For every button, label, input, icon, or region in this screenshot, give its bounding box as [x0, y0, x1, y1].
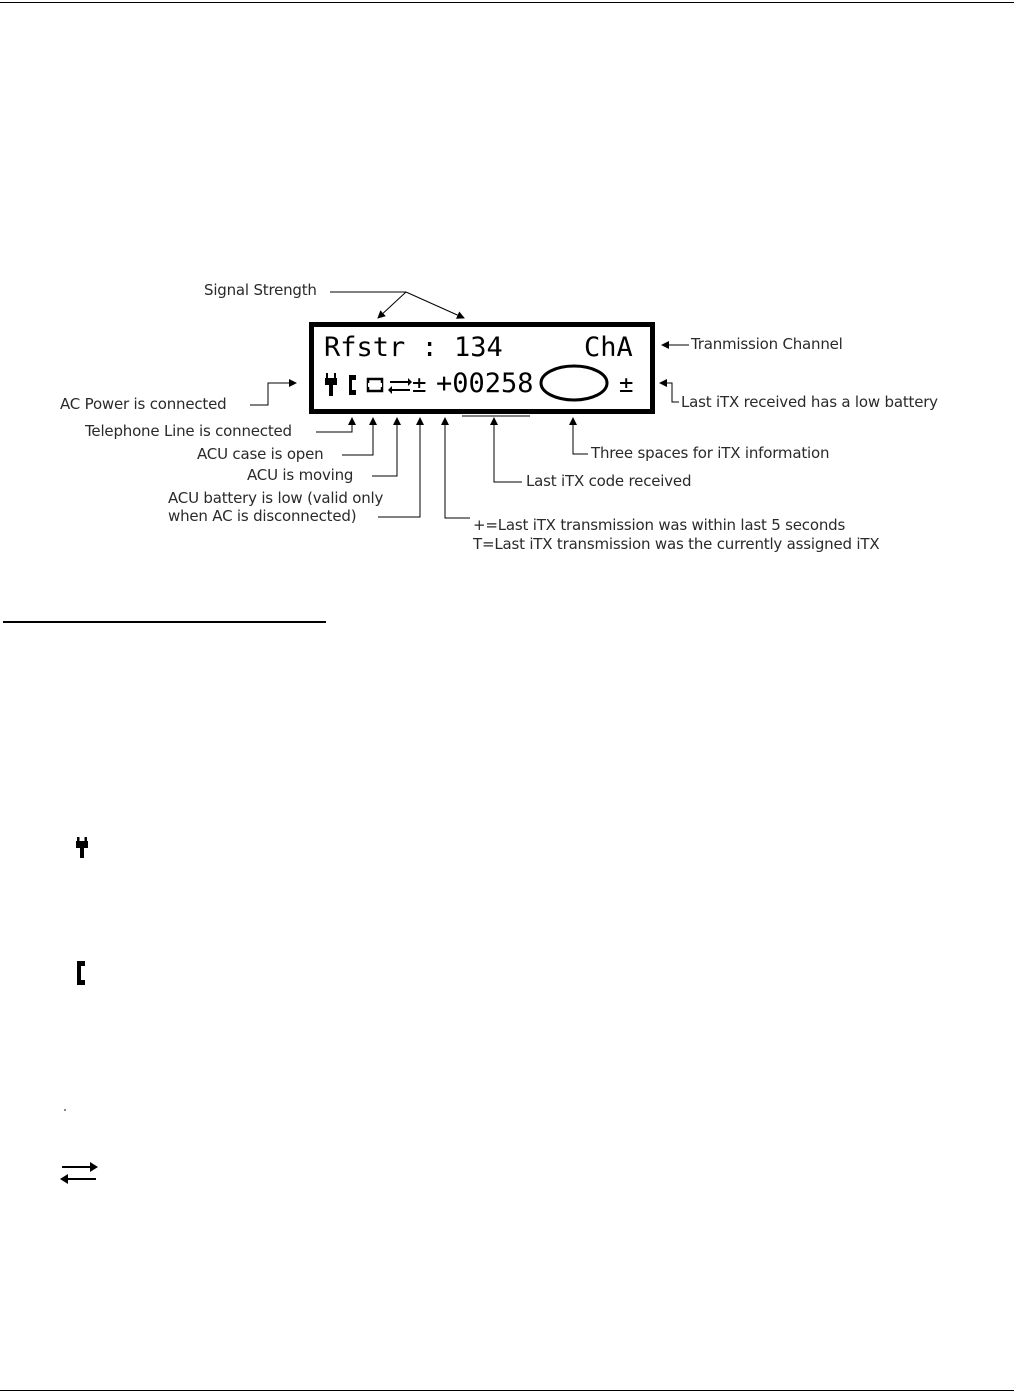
- lcd-channel-text: ChA: [584, 332, 633, 363]
- moving-arrows-icon: [58, 1161, 100, 1185]
- label-signal-strength: Signal Strength: [204, 281, 317, 299]
- label-acu-moving: ACU is moving: [247, 466, 354, 484]
- telephone-handset-icon: [74, 959, 88, 987]
- annotation-leaders: [0, 0, 1014, 600]
- label-last-code: Last iTX code received: [526, 472, 692, 490]
- ac-power-plug-icon: [75, 837, 89, 859]
- bottom-rule: [0, 1390, 1014, 1391]
- small-dot-mark: [63, 1108, 67, 1112]
- label-ac-power: AC Power is connected: [60, 395, 227, 413]
- label-last-itx-low-battery: Last iTX received has a low battery: [681, 394, 938, 411]
- label-plus-meaning: +=Last iTX transmission was within last 5 seconds: [473, 516, 846, 534]
- label-acu-battery-low-line2: when AC is disconnected): [168, 507, 357, 525]
- lcd-itx-low-battery-symbol: ±: [619, 370, 634, 398]
- lcd-battery-low-symbol: ±: [412, 370, 427, 398]
- label-transmission-channel: Tranmission Channel: [691, 335, 843, 353]
- label-telephone-line: Telephone Line is connected: [85, 422, 292, 440]
- label-t-meaning: T=Last iTX transmission was the currently assigned iTX: [473, 535, 880, 553]
- label-acu-battery-low-line1: ACU battery is low (valid only: [168, 489, 384, 507]
- lcd-itx-code: +00258: [436, 368, 534, 399]
- section-heading-underline: [3, 621, 326, 623]
- lcd-signal-strength-text: Rfstr : 134: [324, 332, 503, 363]
- label-three-spaces: Three spaces for iTX information: [591, 444, 830, 462]
- label-acu-case-open: ACU case is open: [197, 445, 324, 463]
